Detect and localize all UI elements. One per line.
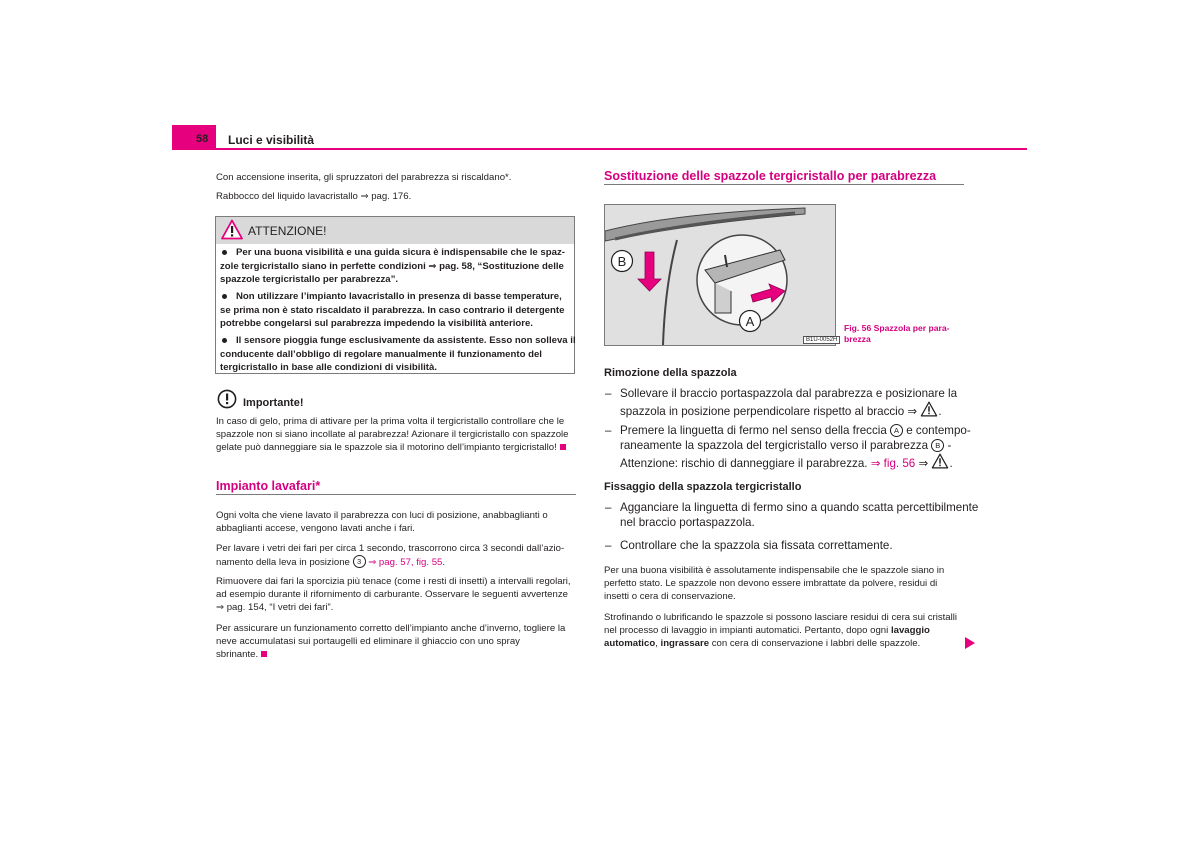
bullet bbox=[222, 338, 227, 343]
note-1-line-3: insetti o cera di conservazione. bbox=[604, 591, 736, 602]
warning-triangle-icon bbox=[221, 219, 243, 240]
chapter-title: Luci e visibilità bbox=[228, 133, 315, 147]
note-2-bold-lavaggio: lavaggio bbox=[890, 625, 930, 636]
end-marker bbox=[560, 444, 566, 450]
note-1-line-2: perfetto stato. Le spazzole non devono essere imbrattate da polvere, residui di bbox=[604, 578, 938, 589]
removal-step-2-text-4: - bbox=[947, 439, 952, 452]
lavafari-p3-line-1: Rimuovere dai fari la sporcizia più tenace (come i resti di insetti) a intervalli regolari, bbox=[216, 576, 571, 587]
wiper-blade-illustration bbox=[605, 205, 835, 345]
lever-position-circle: 3 bbox=[353, 555, 366, 568]
removal-step-2-text-2: e contempo- bbox=[906, 424, 971, 437]
removal-step-1-text: spazzola in posizione perpendicolare rispetto al braccio ⇒ bbox=[620, 405, 918, 418]
note-2-sep: , bbox=[655, 638, 658, 649]
lavafari-p1-line-1: Ogni volta che viene lavato il parabrezza con luci di posizione, anabbaglianti o bbox=[216, 510, 548, 521]
callout-label-a: A bbox=[745, 314, 755, 329]
note-2-bold-ingrassare: ingrassare bbox=[660, 638, 710, 649]
figure-caption bbox=[844, 323, 950, 345]
lavafari-p4-line-2: neve accumulatasi sui portaugelli ed eliminare il ghiaccio con uno spray bbox=[216, 636, 520, 647]
note-2-text: nel processo di lavaggio in impianti automatici. Pertanto, dopo ogni bbox=[604, 625, 889, 636]
step-dash: – bbox=[605, 501, 612, 514]
step-dash: – bbox=[605, 424, 612, 437]
note-2-line-2 bbox=[604, 624, 930, 637]
warning-ref-icon bbox=[931, 453, 949, 469]
removal-step-2-line-2 bbox=[620, 438, 951, 453]
figure-caption-line-2: brezza bbox=[844, 334, 871, 344]
lavafari-p4-line-1: Per assicurare un funzionamento corretto dell’impianto anche d’inverno, togliere la bbox=[216, 623, 566, 634]
note-2-end: con cera di conservazione i labbri delle spazzole. bbox=[711, 638, 921, 649]
callout-ref-a: A bbox=[890, 424, 903, 437]
section-title-lavafari: Impianto lavafari* bbox=[216, 479, 321, 493]
important-line-2: spazzole non si siano incollate al parabrezza! Azionare il tergicristallo con spazzole bbox=[216, 429, 569, 440]
lavafari-p4-line-3-text: sbrinante. bbox=[216, 649, 259, 660]
callout-ref-b: B bbox=[931, 439, 944, 452]
lavafari-p3-line-3: ⇒ pag. 154, “I vetri dei fari”. bbox=[216, 602, 334, 613]
lavafari-p3-line-2: ad esempio durante il rifornimento di carburante. Osservare le seguenti avvertenze bbox=[216, 589, 568, 600]
warning-item-2-line-1: Non utilizzare l’impianto lavacristallo in presenza di basse temperature, bbox=[236, 291, 562, 302]
note-1-line-1: Per una buona visibilità è assolutamente indispensabile che le spazzole siano in bbox=[604, 565, 945, 576]
warning-item-2-line-2: se prima non è stato riscaldato il parabrezza. In caso contrario il detergente bbox=[220, 305, 565, 316]
important-line-3-text: gelate può danneggiare sia le spazzole sia il motorino dell’impianto tergicristallo! bbox=[216, 442, 557, 453]
removal-step-2-text-1: Premere la linguetta di fermo nel senso della freccia bbox=[620, 424, 887, 437]
warning-item-2-line-3: potrebbe congelarsi sul parabrezza impedendo la visibilità anteriore. bbox=[220, 318, 533, 329]
warning-ref-icon bbox=[920, 401, 938, 417]
warning-item-1-line-1: Per una buona visibilità e una guida sicura è indispensabile che le spaz- bbox=[236, 247, 565, 258]
figure-code: B1U-0052H bbox=[803, 336, 840, 344]
section-title-spazzole: Sostituzione delle spazzole tergicristallo per parabrezza bbox=[604, 169, 937, 183]
lavafari-p2-line-1: Per lavare i vetri dei fari per circa 1 secondo, trascorrono circa 3 secondi dall’azio- bbox=[216, 543, 565, 554]
lavafari-p2-end: . bbox=[442, 557, 446, 568]
removal-step-1-line-1: Sollevare il braccio portaspazzola dal parabrezza e posizionare la bbox=[620, 387, 958, 400]
removal-step-2-line-1 bbox=[620, 423, 971, 438]
warning-item-3-line-1: Il sensore pioggia funge esclusivamente da assistente. Esso non solleva il bbox=[236, 335, 576, 346]
page-number: 58 bbox=[196, 133, 209, 145]
lavafari-p1-line-2: abbaglianti accese, vengono lavati anche i fari. bbox=[216, 523, 415, 534]
removal-step-2-text-5: Attenzione: rischio di danneggiare il parabrezza. bbox=[620, 457, 868, 470]
lavafari-p4-line-3 bbox=[216, 648, 267, 661]
important-title: Importante! bbox=[243, 397, 304, 409]
warning-item-1-line-3: spazzole tergicristallo per parabrezza”. bbox=[220, 274, 399, 285]
removal-step-2-line-3: Attenzione: rischio di danneggiare il parabrezza. ⇒ fig. 56 ⇒ . bbox=[620, 453, 953, 471]
continue-arrow-icon bbox=[965, 637, 975, 649]
note-2-bold-automatico: automatico bbox=[604, 638, 656, 649]
important-notice-icon bbox=[217, 389, 237, 409]
note-2-line-1: Strofinando o lubrificando le spazzole si possono lasciare residui di cera sui cristalli bbox=[604, 612, 958, 623]
intro-paragraph-1: Con accensione inserita, gli spruzzatori del parabrezza si riscaldano*. bbox=[216, 172, 512, 183]
fig-55-link[interactable]: ⇒ pag. 57, fig. 55 bbox=[368, 557, 443, 568]
end-marker bbox=[261, 651, 267, 657]
bullet bbox=[222, 250, 227, 255]
header-rule bbox=[172, 148, 1027, 150]
warning-item-1-line-2: zole tergicristallo siano in perfette condizioni ⇒ pag. 58, “Sostituzione delle bbox=[220, 261, 564, 272]
fixing-step-1-line-2: nel braccio portaspazzola. bbox=[620, 516, 755, 529]
fixing-title: Fissaggio della spazzola tergicristallo bbox=[604, 481, 802, 493]
fixing-step-2: Controllare che la spazzola sia fissata correttamente. bbox=[620, 539, 893, 552]
fixing-step-1-line-1: Agganciare la linguetta di fermo sino a quando scatta percettibilmente bbox=[620, 501, 979, 514]
step-dash: – bbox=[605, 387, 612, 400]
important-line-1: In caso di gelo, prima di attivare per la prima volta il tergicristallo controllare che le bbox=[216, 416, 565, 427]
warning-item-3-line-2: conducente dall’obbligo di regolare manualmente il funzionamento del bbox=[220, 349, 542, 360]
warning-title: ATTENZIONE! bbox=[248, 224, 327, 238]
removal-title: Rimozione della spazzola bbox=[604, 367, 737, 379]
lavafari-p2-text: namento della leva in posizione bbox=[216, 557, 350, 568]
important-line-3 bbox=[216, 441, 566, 454]
bullet bbox=[222, 294, 227, 299]
step-dash: – bbox=[605, 539, 612, 552]
page-number-tab bbox=[172, 125, 216, 149]
removal-step-1-line-2: spazzola in posizione perpendicolare rispetto al braccio ⇒ . bbox=[620, 401, 942, 419]
section-rule bbox=[216, 494, 576, 495]
note-2-line-3 bbox=[604, 637, 920, 650]
figure-caption-line-1: Fig. 56 Spazzola per para- bbox=[844, 323, 950, 333]
removal-step-2-text-3: raneamente la spazzola del tergicristallo verso il parabrezza bbox=[620, 439, 929, 452]
callout-label-b: B bbox=[617, 254, 627, 269]
section-rule bbox=[604, 184, 964, 185]
lavafari-p2-line-2 bbox=[216, 555, 445, 569]
fig-56-link[interactable]: ⇒ fig. 56 bbox=[870, 457, 916, 470]
warning-item-3-line-3: tergicristallo in base alle condizioni di visibilità. bbox=[220, 362, 437, 373]
removal-step-2-arrow: ⇒ bbox=[918, 457, 929, 470]
intro-paragraph-2: Rabbocco del liquido lavacristallo ⇒ pag. 176. bbox=[216, 191, 412, 202]
